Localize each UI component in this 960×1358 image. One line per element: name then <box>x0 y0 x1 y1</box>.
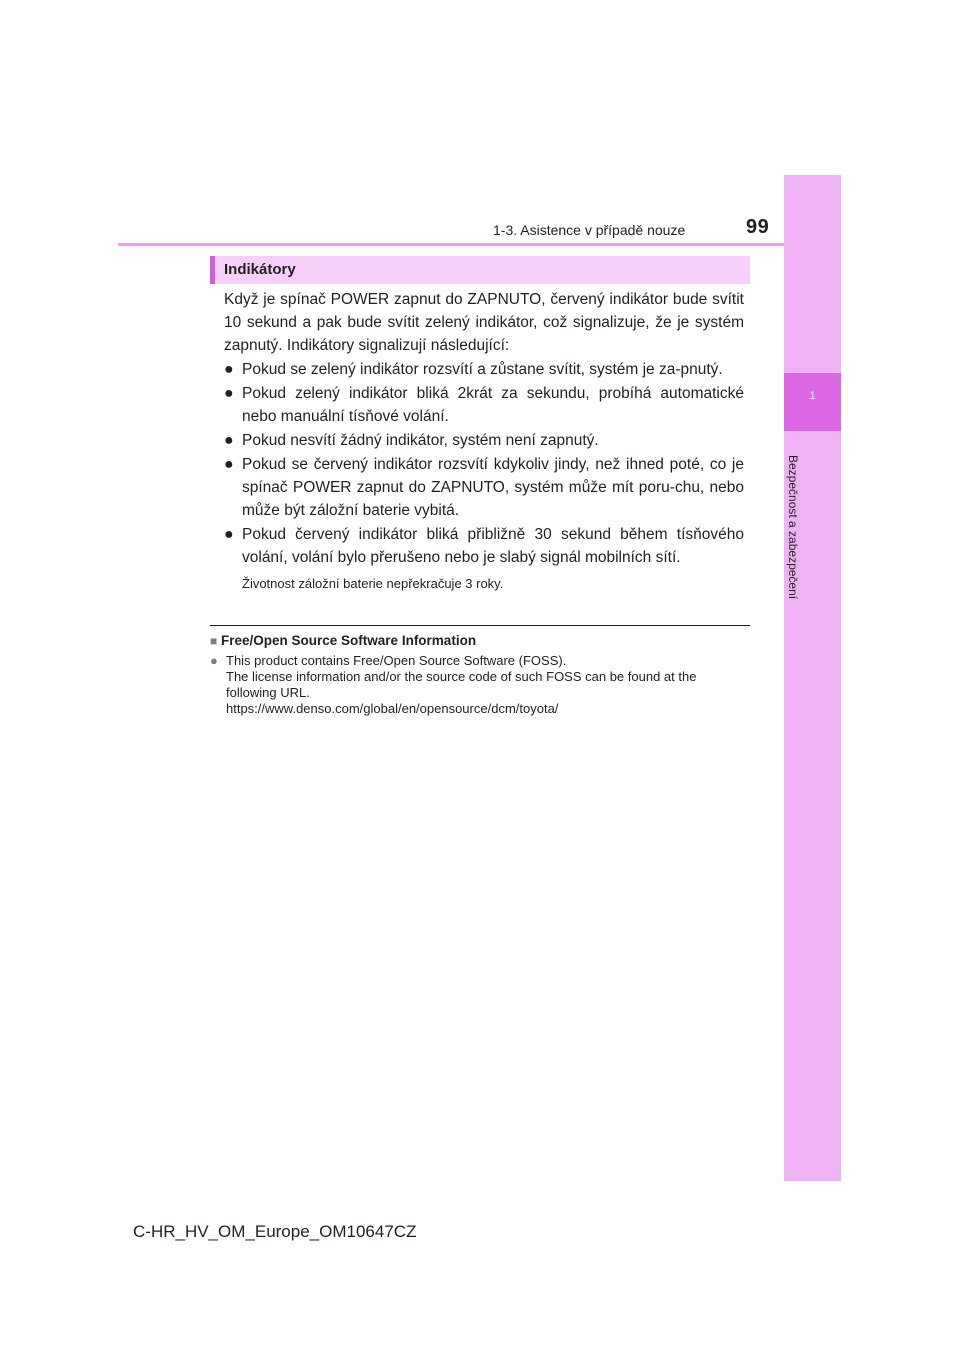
foss-info <box>210 633 750 717</box>
chapter-title: Bezpečnost a zabezpečení <box>786 455 800 600</box>
chapter-tab-active <box>784 373 841 431</box>
list-item-text: Pokud se zelený indikátor rozsvítí a zůstane svítit, systém je za-pnutý. <box>242 361 723 378</box>
bullet-icon: ● <box>224 361 234 378</box>
list-item <box>224 358 744 381</box>
bullet-icon: ● <box>224 456 234 473</box>
foss-body <box>210 653 750 717</box>
list-item-text: Pokud červený indikátor bliká přibližně 30 sekund během tísňového volání, volání bylo přerušeno nebo je slabý signál mobilních sítí. <box>242 526 744 566</box>
intro-paragraph: Když je spínač POWER zapnut do ZAPNUTO, červený indikátor bude svítit 10 sekund a pak bude svítit zelený indikátor, což signalizuje, že je systém zapnutý. Indikátory signalizují následující: <box>224 291 744 354</box>
header-rule <box>118 243 841 246</box>
bullet-icon: ● <box>210 653 218 668</box>
list-item <box>224 382 744 428</box>
document-id: C-HR_HV_OM_Europe_OM10647CZ <box>133 1222 417 1241</box>
list-item-text: Pokud se červený indikátor rozsvítí kdykoliv jindy, než ihned poté, co je spínač POWER zapnut do ZAPNUTO, systém může mít poru-chu, nebo může být záložní baterie vybitá. <box>242 456 744 519</box>
list-item <box>224 523 744 569</box>
list-item-text: Pokud nesvítí žádný indikátor, systém není zapnutý. <box>242 432 599 449</box>
foss-line: The license information and/or the source code of such FOSS can be found at the following URL. <box>226 669 697 700</box>
main-content <box>224 288 744 594</box>
foss-title: Free/Open Source Software Information <box>221 633 477 648</box>
section-divider <box>210 625 750 626</box>
section-title: 1-3. Asistence v případě nouze <box>493 222 686 238</box>
bullet-icon: ● <box>224 432 234 449</box>
foss-line: This product contains Free/Open Source Software (FOSS). <box>226 653 567 668</box>
battery-note: Životnost záložní baterie nepřekračuje 3 roky. <box>242 576 504 591</box>
section-box-header <box>210 256 750 284</box>
list-item <box>224 453 744 522</box>
chapter-number: 1 <box>809 390 816 402</box>
chapter-side-tab <box>784 175 841 1181</box>
list-item <box>224 429 744 452</box>
bullet-icon: ● <box>224 526 234 543</box>
foss-url: https://www.denso.com/global/en/opensource/dcm/toyota/ <box>226 701 559 716</box>
bullet-icon: ● <box>224 385 234 402</box>
list-item-text: Pokud zelený indikátor bliká 2krát za sekundu, probíhá automatické nebo manuální tísňové volání. <box>242 385 744 425</box>
box-title: Indikátory <box>224 261 296 278</box>
square-bullet-icon: ■ <box>210 634 218 648</box>
page-number: 99 <box>746 216 770 238</box>
foss-title-row <box>210 633 750 649</box>
